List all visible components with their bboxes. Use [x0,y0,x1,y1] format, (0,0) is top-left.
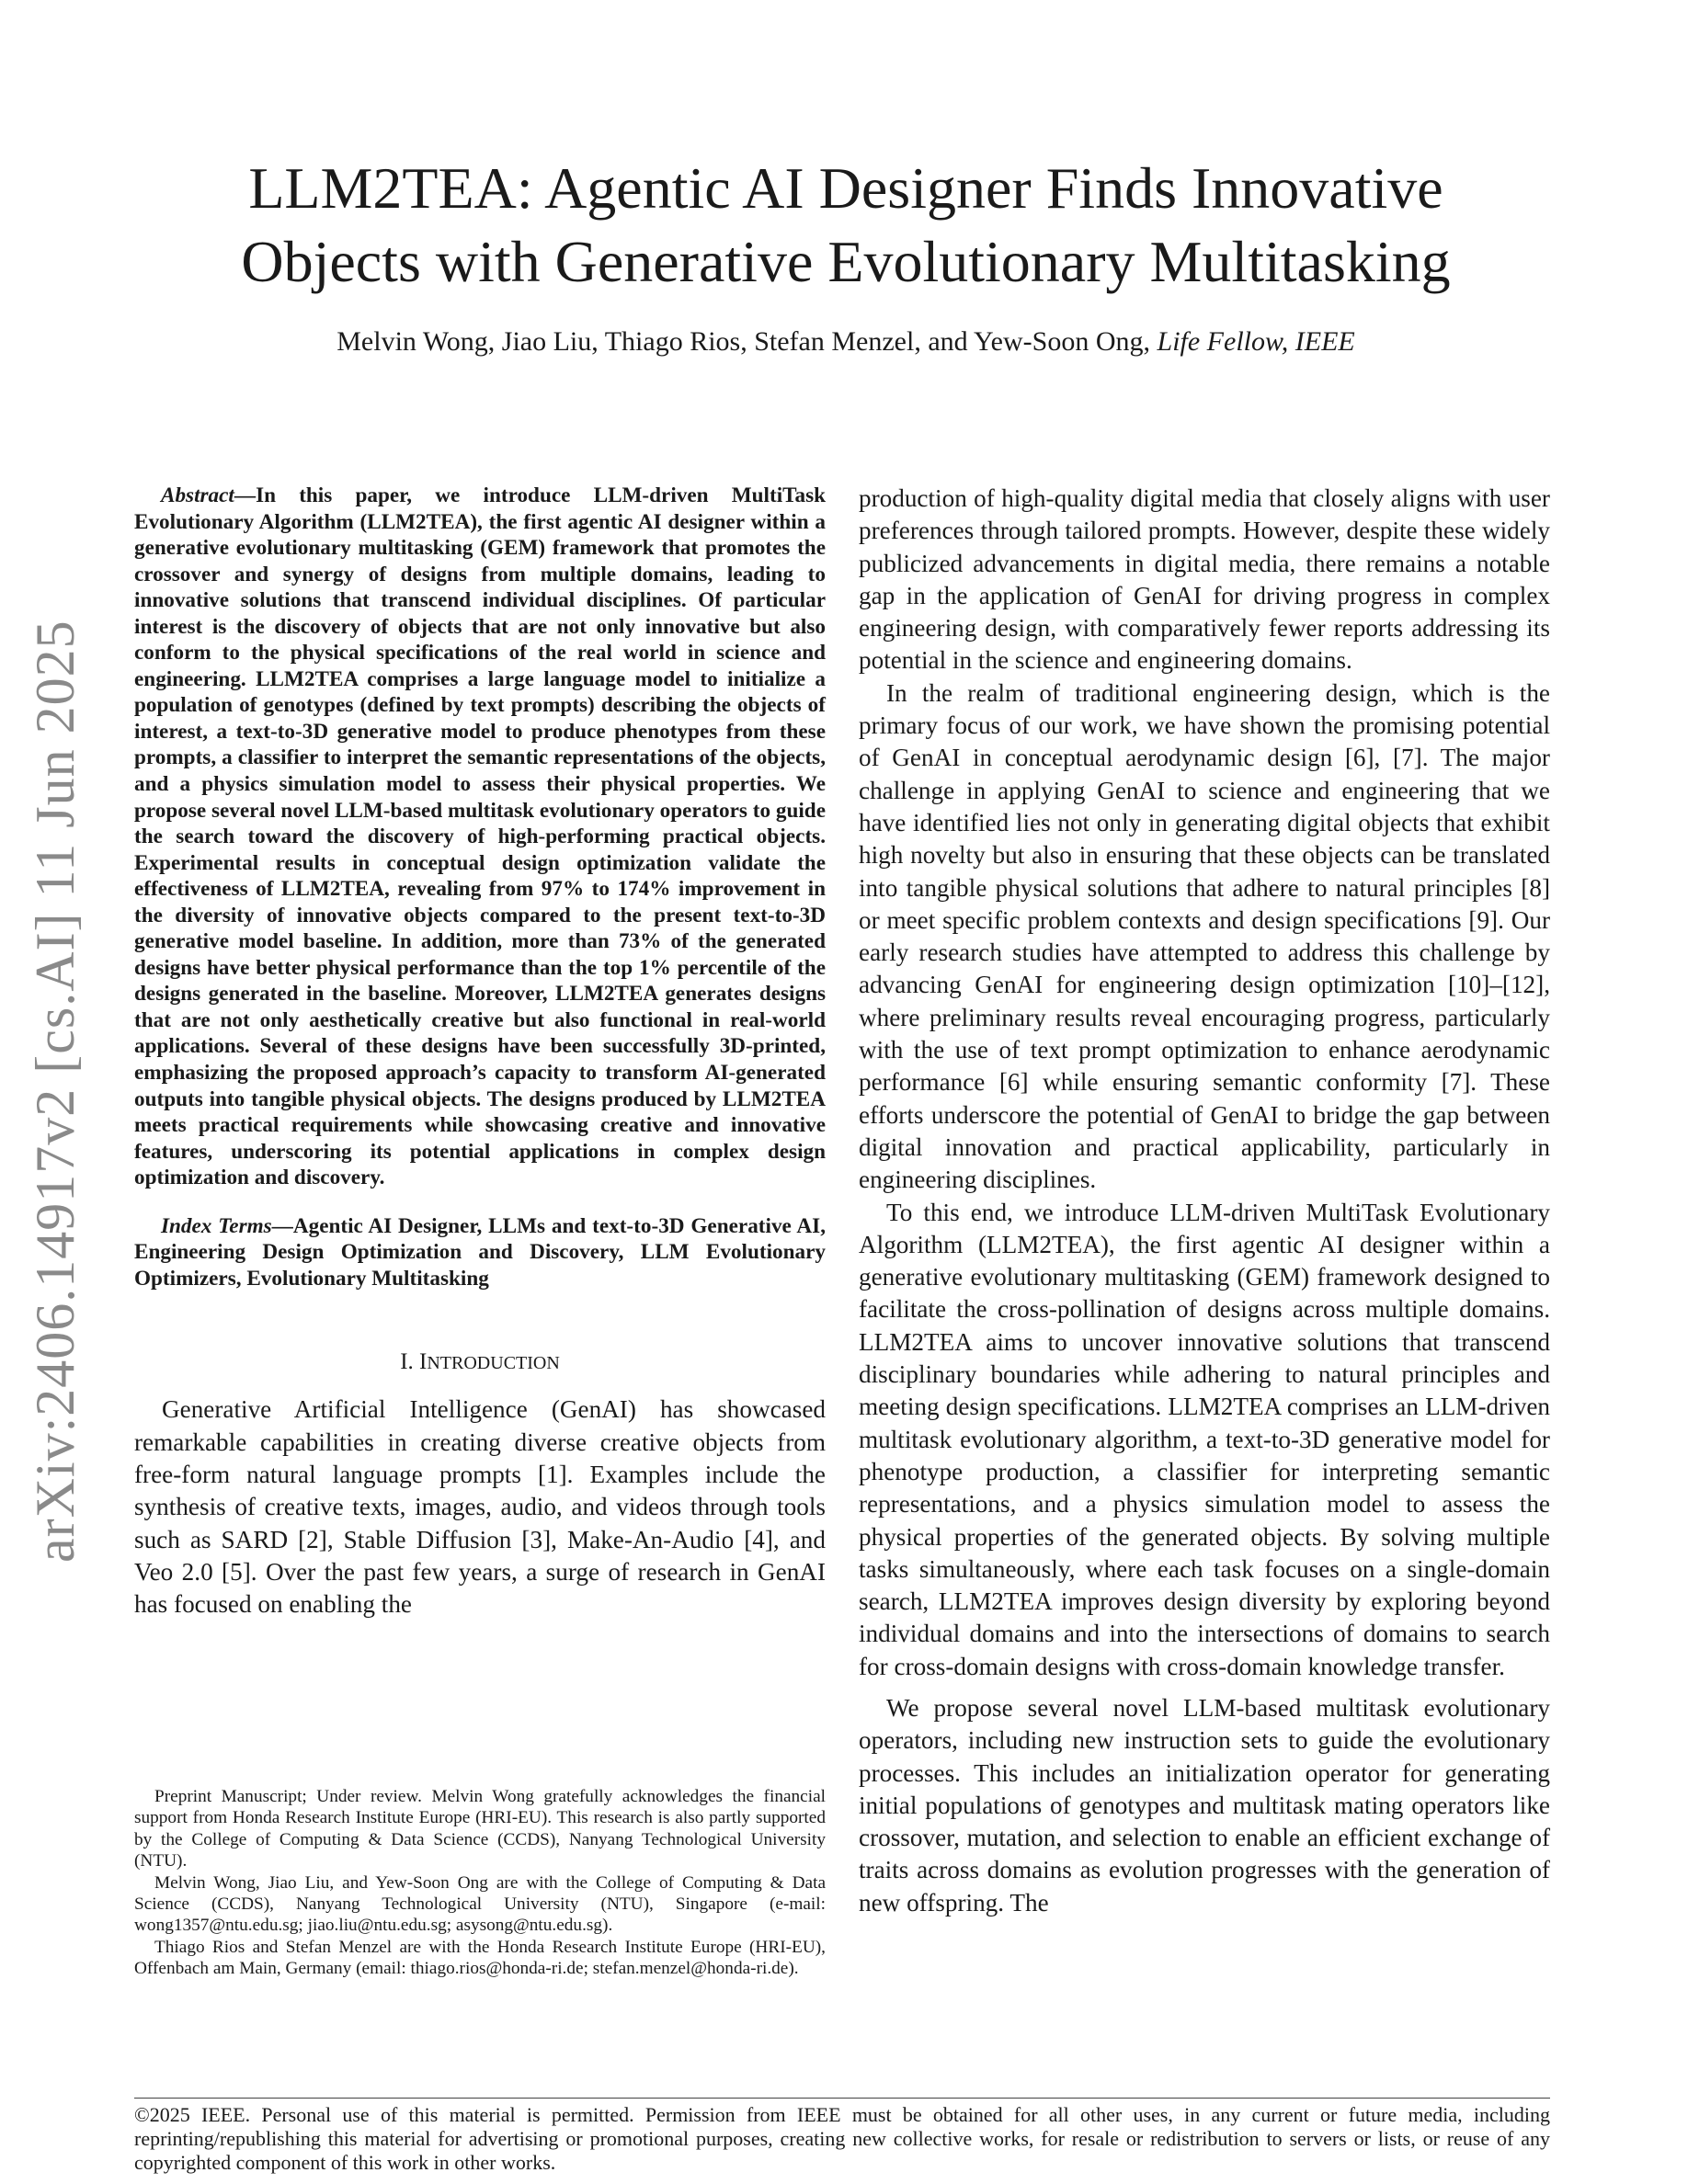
section-number: I. [400,1349,420,1375]
left-column [134,483,826,1621]
footnotes [134,1786,826,1980]
footnote-affiliation-hri: Thiago Rios and Stefan Menzel are with the Honda Research Institute Europe (HRI-EU), Offenbach am Main, Germany (email: thiago.rios@honda-ri.de; stefan.menzel@honda-ri.de). [134,1937,826,1979]
author-affiliation-note: Life Fellow, IEEE [1157,326,1355,357]
section-title-rest: NTRODUCTION [427,1353,560,1374]
paper-title [129,152,1563,299]
abstract-label: Abstract [161,483,234,507]
arxiv-identifier: arXiv:2406.14917v2 [cs.AI] 11 Jun 2025 [25,620,86,1563]
footnote-affiliation-ntu: Melvin Wong, Jiao Liu, and Yew-Soon Ong are with the College of Computing & Data Science (CCDS), Nanyang Technological University (NTU), Singapore (e-mail: wong1357@ntu.edu.sg; jiao.liu@ntu.edu.sg; asysong@ntu.edu.sg). [134,1872,826,1936]
index-terms-label: Index Terms [161,1213,272,1238]
index-terms-text: —Agentic AI Designer, LLMs and text-to-3D Generative AI, Engineering Design Optimization and Discovery, LLM Evolutionary Optimizers, Evolutionary Multitasking [134,1213,826,1291]
title-line-2: Objects with Generative Evolutionary Multitasking [241,229,1451,294]
intro-paragraph-4: We propose several novel LLM-based multitask evolutionary operators, including new instruction sets to guide the evolutionary processes. This includes an initialization operator for generating initial populations of genotypes and multitask mating operators like crossover, mutation, and selection to enable an efficient exchange of traits across domains as evolution progresses with the generation of new offspring. The [859,1693,1550,1917]
copyright-notice: ©2025 IEEE. Personal use of this material is permitted. Permission from IEEE must be obtained for all other uses, in any current or future media, including reprinting/republishing this material for advertising or promotional purposes, creating new collective works, for resale or redistribution to servers or lists, or reuse of any copyrighted component of this work in other works. [134,2103,1550,2174]
author-list [129,324,1563,360]
intro-paragraph-2: In the realm of traditional engineering design, which is the primary focus of our work, we have shown the promising potential of GenAI in conceptual aerodynamic design [6], [7]. The major challenge in applying GenAI to science and engineering that we have identified lies not only in generating digital objects that exhibit high novelty but also in ensuring that these objects can be translated into tangible physical solutions that adhere to natural principles [8] or meet specific problem contexts and design specifications [9]. Our early research studies have attempted to address this challenge by advancing GenAI for engineering design optimization [10]–[12], where preliminary results reveal encouraging progress, particularly with the use of text prompt optimization to enhance aerodynamic performance [6] while ensuring semantic conformity [7]. These efforts underscore the potential of GenAI to bridge the gap between digital innovation and practical applicability, particularly in engineering disciplines. [859,678,1550,1194]
index-terms [134,1213,826,1292]
intro-paragraph-1: Generative Artificial Intelligence (GenAI) has showcased remarkable capabilities in creating diverse creative objects from free-form natural language prompts [1]. Examples include the synthesis of creative texts, images, audio, and videos through tools such as SARD [2], Stable Diffusion [3], Make-An-Audio [4], and Veo 2.0 [5]. Over the past few years, a surge of research in GenAI has focused on enabling the [134,1395,826,1619]
section-title-initial: I [419,1349,428,1375]
title-line-1: LLM2TEA: Agentic AI Designer Finds Innovative [248,155,1443,221]
right-column [859,483,1550,1919]
abstract [134,483,826,1191]
section-heading-introduction [134,1348,826,1377]
author-names: Melvin Wong, Jiao Liu, Thiago Rios, Stefan Menzel, and Yew-Soon Ong, [336,326,1158,357]
abstract-text: —In this paper, we introduce LLM-driven MultiTask Evolutionary Algorithm (LLM2TEA), the first agentic AI designer within a generative evolutionary multitasking (GEM) framework that promotes the crossover and synergy of designs from multiple domains, leading to innovative solutions that transcend individual disciplines. Of particular interest is the discovery of objects that are not only innovative but also conform to the physical specifications of the real world in science and engineering. LLM2TEA comprises a large language model to initialize a population of genotypes (defined by text prompts) describing the objects of interest, a text-to-3D generative model to produce phenotypes from these prompts, a classifier to interpret the semantic representations of the objects, and a physics simulation model to assess their physical properties. We propose several novel LLM-based multitask evolutionary operators to guide the search toward the discovery of high-performing practical objects. Experimental results in conceptual design optimization validate the effectiveness of LLM2TEA, revealing from 97% to 174% improvement in the diversity of innovative objects compared to the present text-to-3D generative model baseline. In addition, more than 73% of the generated designs have better physical performance than the top 1% percentile of the designs generated in the baseline. Moreover, LLM2TEA generates designs that are not only aesthetically creative but also functional in real-world applications. Several of these designs have been successfully 3D-printed, emphasizing the proposed approach’s capacity to transform AI-generated outputs into tangible physical objects. The designs produced by LLM2TEA meets practical requirements while showcasing creative and innovative features, underscoring its potential applications in complex design optimization and discovery. [134,483,826,1190]
intro-paragraph-1-continued: production of high-quality digital media that closely aligns with user preferences through tailored prompts. However, despite these widely publicized advancements in digital media, there remains a notable gap in the application of GenAI for driving progress in complex engineering design, with comparatively fewer reports addressing its potential in the science and engineering domains. [859,484,1550,675]
footer-divider [134,2098,1550,2099]
footnote-funding: Preprint Manuscript; Under review. Melvin Wong gratefully acknowledges the financial support from Honda Research Institute Europe (HRI-EU). This research is also partly supported by the College of Computing & Data Science (CCDS), Nanyang Technological University (NTU). [134,1787,826,1871]
intro-paragraph-3: To this end, we introduce LLM-driven MultiTask Evolutionary Algorithm (LLM2TEA), the first agentic AI designer within a generative evolutionary multitasking (GEM) framework designed to facilitate the cross-pollination of designs across multiple domains. LLM2TEA aims to uncover innovative solutions that transcend disciplinary boundaries while adhering to natural principles and meeting design specifications. LLM2TEA comprises an LLM-driven multitask evolutionary algorithm, a text-to-3D generative model for phenotype production, a classifier for interpreting semantic representations, and a physics simulation model to assess the physical properties of the generated objects. By solving multiple tasks simultaneously, where each task focuses on a single-domain search, LLM2TEA improves design diversity by exploring beyond individual domains and into the intersections of domains to search for cross-domain designs with cross-domain knowledge transfer. [859,1198,1550,1680]
